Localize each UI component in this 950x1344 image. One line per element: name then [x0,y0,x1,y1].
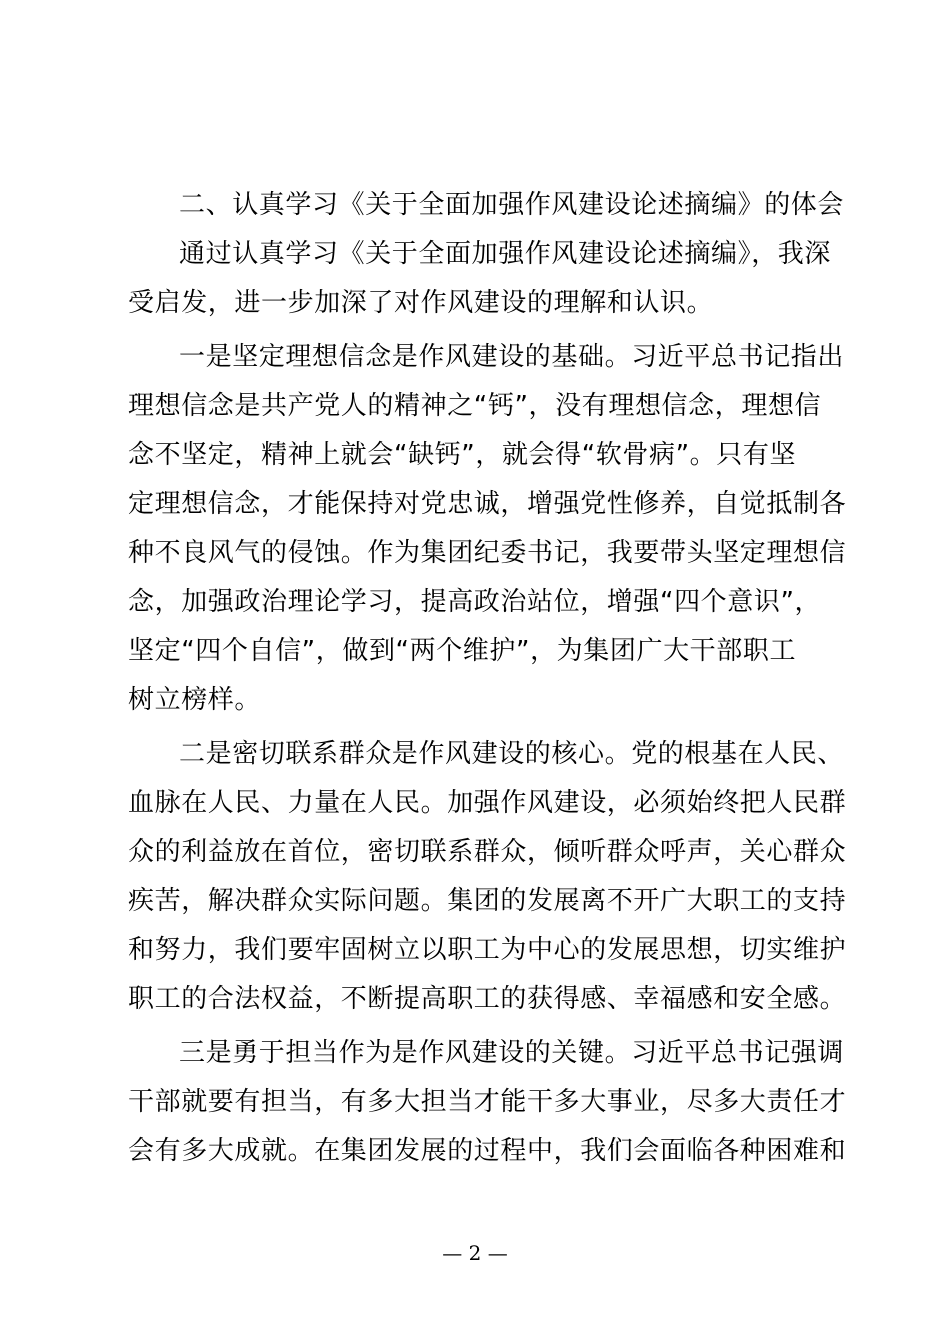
text-line: 干部就要有担当，有多大担当才能干多大事业，尽多大责任才 [128,1087,847,1117]
text-line: 通过认真学习《关于全面加强作风建设论述摘编》，我深 [179,239,832,269]
text-line: 理想信念是共产党人的精神之“钙”，没有理想信念，理想信 [128,391,822,421]
text-line: 和努力，我们要牢固树立以职工为中心的发展思想，切实维护 [128,935,847,965]
text-line: 职工的合法权益，不断提高职工的获得感、幸福感和安全感。 [128,984,847,1014]
text-line: 一是坚定理想信念是作风建设的基础。习近平总书记指出 [179,342,845,372]
text-line: 三是勇于担当作为是作风建设的关键。习近平总书记强调 [179,1038,845,1068]
text-line: 会有多大成就。在集团发展的过程中，我们会面临各种困难和 [128,1136,847,1166]
section-heading: 二、认真学习《关于全面加强作风建设论述摘编》的体会 [179,190,845,220]
text-line: 血脉在人民、力量在人民。加强作风建设，必须始终把人民群 [128,788,847,818]
page-number: — 2 — [442,1241,508,1265]
text-line: 定理想信念，才能保持对党忠诚，增强党性修养，自觉抵制各 [128,489,847,519]
text-line: 受启发，进一步加深了对作风建设的理解和认识。 [128,288,714,318]
text-line: 众的利益放在首位，密切联系群众，倾听群众呼声，关心群众 [128,837,847,867]
text-line: 坚定“四个自信”，做到“两个维护”，为集团广大干部职工 [128,636,797,666]
text-line: 念不坚定，精神上就会“缺钙”，就会得“软骨病”。只有坚 [128,440,797,470]
text-line: 念，加强政治理论学习，提高政治站位，增强“四个意识”， [128,587,822,617]
text-line: 二是密切联系群众是作风建设的核心。党的根基在人民、 [179,739,845,769]
text-line: 树立榜样。 [128,685,262,715]
text-line: 疾苦，解决群众实际问题。集团的发展离不开广大职工的支持 [128,886,847,916]
text-line: 种不良风气的侵蚀。作为集团纪委书记，我要带头坚定理想信 [128,538,847,568]
